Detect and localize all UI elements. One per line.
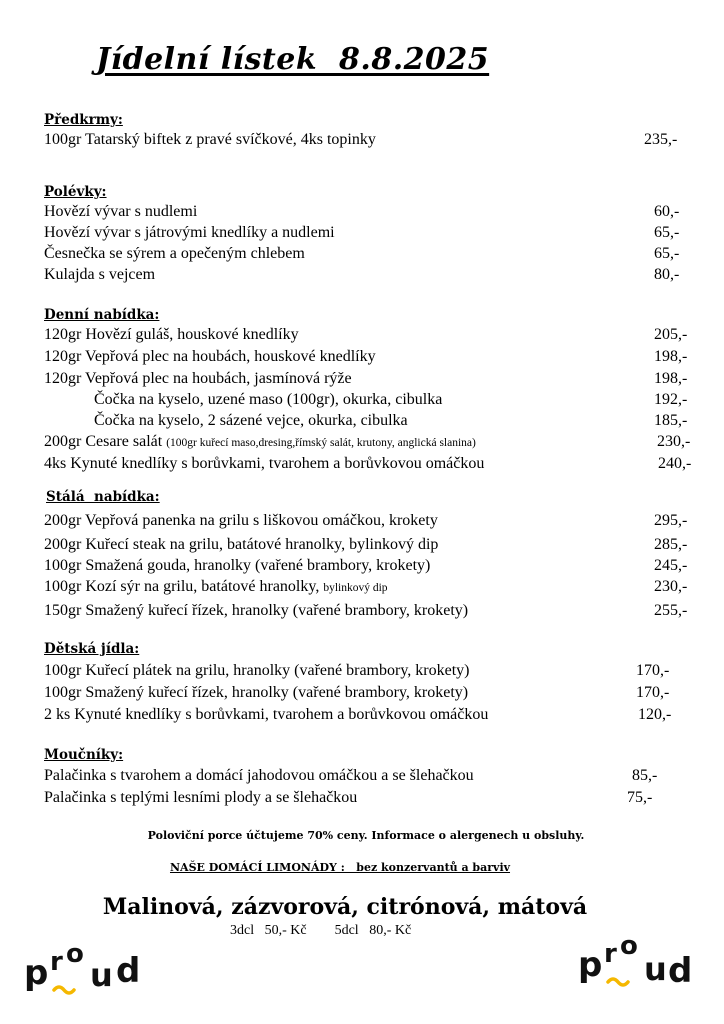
item-name: Hovězí vývar s nudlemi — [44, 203, 198, 220]
item-name: 120gr Hovězí guláš, houskové knedlíky — [44, 326, 299, 343]
svg-text:o: o — [66, 940, 84, 969]
item-name-main: 200gr Cesare salát — [44, 433, 167, 450]
item-price: 65,- — [654, 224, 680, 241]
item-price: 75,- — [627, 789, 653, 806]
item-price: 240,- — [658, 455, 692, 472]
item-name-main: 100gr Kozí sýr na grilu, batátové hranolky, — [44, 578, 324, 595]
item-price: 192,- — [654, 391, 688, 408]
svg-text:o: o — [620, 936, 638, 961]
item-name: Palačinka s teplými lesními plody a se šlehačkou — [44, 789, 358, 806]
item-name: Palačinka s tvarohem a domácí jahodovou omáčkou a se šlehačkou — [44, 767, 474, 784]
item-price: 255,- — [654, 602, 688, 619]
item-name: 200gr Kuřecí steak na grilu, batátové hranolky, bylinkový dip — [44, 536, 439, 553]
item-price: 230,- — [657, 433, 691, 450]
menu-title: Jídelní lístek 8.8.2025 — [96, 42, 490, 77]
svg-text:d: d — [116, 951, 141, 991]
item-name: 2 ks Kynuté knedlíky s borůvkami, tvarohem a borůvkovou omáčkou — [44, 706, 489, 723]
section-heading-moucniky: Moučníky: — [44, 747, 124, 763]
item-name: Kulajda s vejcem — [44, 266, 156, 283]
svg-text:u: u — [644, 950, 667, 988]
section-heading-denni-nabidka: Denní nabídka: — [44, 307, 160, 323]
section-heading-stala-nabidka: Stálá nabídka: — [46, 489, 160, 505]
item-name: Čočka na kyselo, 2 sázené vejce, okurka, cibulka — [94, 412, 408, 429]
item-price: 120,- — [638, 706, 672, 723]
item-price: 60,- — [654, 203, 680, 220]
item-detail: (100gr kuřecí maso,dresing,římský salát, krutony, anglická slanina) — [166, 437, 476, 449]
svg-text:d: d — [668, 951, 693, 991]
item-name: 4ks Kynuté knedlíky s borůvkami, tvarohem a borůvkovou omáčkou — [44, 455, 485, 472]
proud-logo-right — [578, 936, 698, 996]
item-name — [44, 433, 476, 451]
item-price: 85,- — [632, 767, 658, 784]
item-price: 170,- — [636, 684, 670, 701]
item-name: Hovězí vývar s játrovými knedlíky a nudlemi — [44, 224, 335, 241]
item-price: 295,- — [654, 512, 688, 529]
item-name: Čočka na kyselo, uzené maso (100gr), okurka, cibulka — [94, 391, 443, 408]
svg-text:p: p — [578, 945, 603, 985]
item-name: 100gr Tatarský biftek z pravé svíčkové, 4ks topinky — [44, 131, 376, 148]
section-heading-polevky: Polévky: — [44, 184, 107, 200]
section-heading-predkrmy: Předkrmy: — [44, 112, 123, 128]
item-name: 120gr Vepřová plec na houbách, jasmínová rýže — [44, 370, 352, 387]
item-detail: bylinkový dip — [323, 582, 388, 594]
svg-text:r: r — [604, 939, 617, 969]
svg-text:r: r — [50, 947, 63, 977]
item-name — [44, 578, 388, 596]
svg-text:u: u — [90, 956, 113, 994]
half-portion-note: Poloviční porce účtujeme 70% ceny. Informace o alergenech u obsluhy. — [147, 829, 585, 842]
item-price: 65,- — [654, 245, 680, 262]
section-heading-detska-jidla: Dětská jídla: — [44, 641, 140, 657]
item-price: 198,- — [654, 370, 688, 387]
item-price: 235,- — [644, 131, 678, 148]
proud-logo-left — [24, 940, 144, 1000]
item-name: 150gr Smažený kuřecí řízek, hranolky (vařené brambory, krokety) — [44, 602, 469, 619]
item-price: 170,- — [636, 662, 670, 679]
item-price: 185,- — [654, 412, 688, 429]
item-price: 230,- — [654, 578, 688, 595]
item-name: 100gr Smažená gouda, hranolky (vařené brambory, krokety) — [44, 557, 431, 574]
lemonade-header: NAŠE DOMÁCÍ LIMONÁDY : bez konzervantů a barviv — [169, 861, 511, 874]
item-price: 245,- — [654, 557, 688, 574]
item-name: 100gr Smažený kuřecí řízek, hranolky (vařené brambory, krokety) — [44, 684, 469, 701]
item-name: Česnečka se sýrem a opečeným chlebem — [44, 245, 305, 262]
item-name: 120gr Vepřová plec na houbách, houskové knedlíky — [44, 348, 376, 365]
lemonade-flavors: Malinová, zázvorová, citrónová, mátová — [102, 894, 588, 920]
item-price: 285,- — [654, 536, 688, 553]
item-price: 205,- — [654, 326, 688, 343]
item-name: 100gr Kuřecí plátek na grilu, hranolky (vařené brambory, krokety) — [44, 662, 470, 679]
svg-text:p: p — [24, 953, 49, 993]
item-price: 198,- — [654, 348, 688, 365]
item-name: 200gr Vepřová panenka na grilu s liškovou omáčkou, krokety — [44, 512, 438, 529]
lemonade-sizes: 3dcl 50,- Kč 5dcl 80,- Kč — [230, 923, 412, 938]
item-price: 80,- — [654, 266, 680, 283]
